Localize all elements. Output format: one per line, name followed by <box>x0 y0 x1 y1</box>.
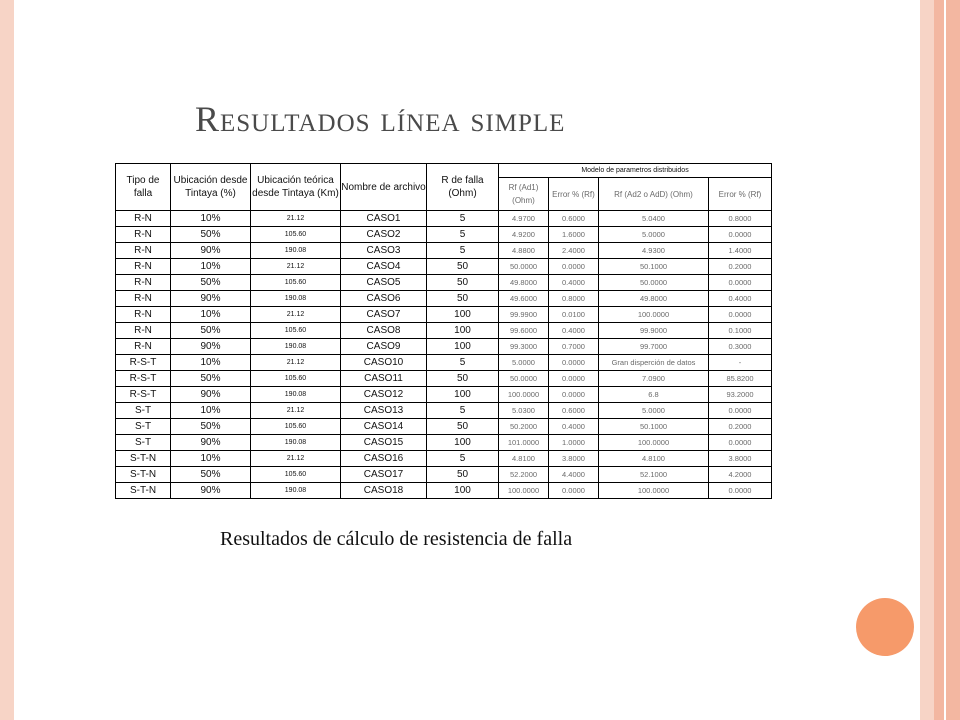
rf-ad2-cell: 5.0000 <box>599 227 709 243</box>
ubicacion-cell: 10% <box>171 259 251 275</box>
table-row <box>116 275 772 291</box>
rf-ad2-cell: 4.8100 <box>599 451 709 467</box>
ubicacion-teorica-cell: 105.60 <box>251 371 341 387</box>
tipo-cell: R-N <box>116 275 171 291</box>
ubicacion-cell: 50% <box>171 419 251 435</box>
table-row <box>116 291 772 307</box>
tipo-cell: R-N <box>116 227 171 243</box>
rf-ad1-cell: 50.0000 <box>499 371 549 387</box>
table-row <box>116 227 772 243</box>
tipo-cell: R-N <box>116 339 171 355</box>
error-1-cell: 0.0000 <box>549 259 599 275</box>
rf-ad2-cell: 5.0400 <box>599 211 709 227</box>
figure-caption: Resultados de cálculo de resistencia de falla <box>220 528 573 550</box>
r-falla-cell: 5 <box>427 211 499 227</box>
ubicacion-teorica-cell: 21.12 <box>251 403 341 419</box>
header-rf-ad2: Rf (Ad2 o AdD) (Ohm) <box>599 178 709 211</box>
results-table <box>115 163 772 499</box>
ubicacion-cell: 50% <box>171 371 251 387</box>
r-falla-cell: 100 <box>427 339 499 355</box>
header-error-2: Error % (Rf) <box>709 178 772 211</box>
error-1-cell: 1.0000 <box>549 435 599 451</box>
archivo-cell: CASO13 <box>341 403 427 419</box>
ubicacion-teorica-cell: 190.08 <box>251 339 341 355</box>
table-row <box>116 355 772 371</box>
ubicacion-cell: 90% <box>171 291 251 307</box>
ubicacion-cell: 10% <box>171 307 251 323</box>
ubicacion-teorica-cell: 190.08 <box>251 435 341 451</box>
archivo-cell: CASO5 <box>341 275 427 291</box>
rf-ad2-cell: 5.0000 <box>599 403 709 419</box>
rf-ad1-cell: 4.8100 <box>499 451 549 467</box>
ubicacion-cell: 10% <box>171 355 251 371</box>
rf-ad1-cell: 4.9200 <box>499 227 549 243</box>
rf-ad1-cell: 49.6000 <box>499 291 549 307</box>
archivo-cell: CASO14 <box>341 419 427 435</box>
tipo-cell: R-N <box>116 211 171 227</box>
archivo-cell: CASO16 <box>341 451 427 467</box>
error-1-cell: 0.0100 <box>549 307 599 323</box>
rf-ad2-cell: 52.1000 <box>599 467 709 483</box>
rf-ad2-cell: 100.0000 <box>599 435 709 451</box>
error-2-cell: 0.2000 <box>709 259 772 275</box>
header-archivo: Nombre de archivo <box>341 164 427 211</box>
r-falla-cell: 100 <box>427 323 499 339</box>
r-falla-cell: 5 <box>427 451 499 467</box>
error-1-cell: 0.6000 <box>549 211 599 227</box>
ubicacion-cell: 90% <box>171 339 251 355</box>
tipo-cell: R-N <box>116 291 171 307</box>
ubicacion-cell: 10% <box>171 403 251 419</box>
table-row <box>116 307 772 323</box>
tipo-cell: R-S-T <box>116 355 171 371</box>
error-2-cell: - <box>709 355 772 371</box>
tipo-cell: R-N <box>116 323 171 339</box>
rf-ad2-cell: 7.0900 <box>599 371 709 387</box>
rf-ad1-cell: 99.9900 <box>499 307 549 323</box>
ubicacion-cell: 50% <box>171 467 251 483</box>
r-falla-cell: 100 <box>427 307 499 323</box>
right-decorative-border-outer <box>934 0 960 720</box>
archivo-cell: CASO9 <box>341 339 427 355</box>
r-falla-cell: 50 <box>427 291 499 307</box>
archivo-cell: CASO10 <box>341 355 427 371</box>
tipo-cell: R-S-T <box>116 387 171 403</box>
ubicacion-teorica-cell: 105.60 <box>251 467 341 483</box>
error-2-cell: 0.0000 <box>709 403 772 419</box>
archivo-cell: CASO6 <box>341 291 427 307</box>
rf-ad2-cell: 6.8 <box>599 387 709 403</box>
ubicacion-cell: 90% <box>171 243 251 259</box>
ubicacion-cell: 10% <box>171 211 251 227</box>
ubicacion-teorica-cell: 21.12 <box>251 355 341 371</box>
ubicacion-teorica-cell: 105.60 <box>251 275 341 291</box>
ubicacion-teorica-cell: 105.60 <box>251 227 341 243</box>
tipo-cell: S-T <box>116 419 171 435</box>
tipo-cell: R-N <box>116 307 171 323</box>
rf-ad1-cell: 5.0000 <box>499 355 549 371</box>
rf-ad1-cell: 5.0300 <box>499 403 549 419</box>
archivo-cell: CASO8 <box>341 323 427 339</box>
header-row <box>116 164 772 178</box>
archivo-cell: CASO1 <box>341 211 427 227</box>
header-rf-ad1: Rf (Ad1) (Ohm) <box>499 178 549 211</box>
rf-ad1-cell: 101.0000 <box>499 435 549 451</box>
error-2-cell: 4.2000 <box>709 467 772 483</box>
error-1-cell: 0.0000 <box>549 371 599 387</box>
rf-ad1-cell: 100.0000 <box>499 387 549 403</box>
error-1-cell: 0.8000 <box>549 291 599 307</box>
rf-ad1-cell: 100.0000 <box>499 483 549 499</box>
error-1-cell: 3.8000 <box>549 451 599 467</box>
rf-ad2-cell: 99.7000 <box>599 339 709 355</box>
table-row <box>116 419 772 435</box>
header-ubicacion: Ubicación desde Tintaya (%) <box>171 164 251 211</box>
rf-ad1-cell: 4.9700 <box>499 211 549 227</box>
header-error-1: Error % (Rf) <box>549 178 599 211</box>
decorative-circle <box>856 598 914 656</box>
error-2-cell: 0.0000 <box>709 227 772 243</box>
archivo-cell: CASO18 <box>341 483 427 499</box>
rf-ad1-cell: 50.2000 <box>499 419 549 435</box>
archivo-cell: CASO11 <box>341 371 427 387</box>
error-2-cell: 0.2000 <box>709 419 772 435</box>
archivo-cell: CASO12 <box>341 387 427 403</box>
header-tipo: Tipo de falla <box>116 164 171 211</box>
tipo-cell: S-T <box>116 435 171 451</box>
table-row <box>116 323 772 339</box>
rf-ad1-cell: 50.0000 <box>499 259 549 275</box>
error-1-cell: 2.4000 <box>549 243 599 259</box>
rf-ad2-cell: 49.8000 <box>599 291 709 307</box>
ubicacion-teorica-cell: 105.60 <box>251 323 341 339</box>
table-row <box>116 467 772 483</box>
table-row <box>116 387 772 403</box>
r-falla-cell: 50 <box>427 275 499 291</box>
error-1-cell: 0.7000 <box>549 339 599 355</box>
r-falla-cell: 50 <box>427 371 499 387</box>
table-row <box>116 339 772 355</box>
rf-ad2-cell: 50.1000 <box>599 259 709 275</box>
header-ubicacion-teorica: Ubicación teórica desde Tintaya (Km) <box>251 164 341 211</box>
header-model-group: Modelo de parametros distribuidos <box>499 164 772 178</box>
ubicacion-cell: 50% <box>171 227 251 243</box>
error-1-cell: 0.6000 <box>549 403 599 419</box>
error-1-cell: 0.0000 <box>549 387 599 403</box>
archivo-cell: CASO3 <box>341 243 427 259</box>
r-falla-cell: 100 <box>427 483 499 499</box>
archivo-cell: CASO4 <box>341 259 427 275</box>
rf-ad2-cell: 100.0000 <box>599 307 709 323</box>
table-row <box>116 483 772 499</box>
right-border-divider <box>944 0 946 720</box>
rf-ad1-cell: 52.2000 <box>499 467 549 483</box>
error-2-cell: 0.1000 <box>709 323 772 339</box>
ubicacion-teorica-cell: 190.08 <box>251 291 341 307</box>
error-1-cell: 0.0000 <box>549 355 599 371</box>
ubicacion-teorica-cell: 190.08 <box>251 243 341 259</box>
rf-ad1-cell: 99.6000 <box>499 323 549 339</box>
tipo-cell: R-S-T <box>116 371 171 387</box>
ubicacion-teorica-cell: 21.12 <box>251 307 341 323</box>
error-1-cell: 1.6000 <box>549 227 599 243</box>
archivo-cell: CASO2 <box>341 227 427 243</box>
tipo-cell: S-T <box>116 403 171 419</box>
slide-title: Resultados línea simple <box>195 99 566 139</box>
r-falla-cell: 5 <box>427 355 499 371</box>
r-falla-cell: 5 <box>427 243 499 259</box>
ubicacion-teorica-cell: 21.12 <box>251 451 341 467</box>
error-2-cell: 85.8200 <box>709 371 772 387</box>
error-1-cell: 0.4000 <box>549 275 599 291</box>
rf-ad2-cell: 50.1000 <box>599 419 709 435</box>
archivo-cell: CASO7 <box>341 307 427 323</box>
rf-ad2-cell: 50.0000 <box>599 275 709 291</box>
ubicacion-teorica-cell: 190.08 <box>251 483 341 499</box>
r-falla-cell: 100 <box>427 387 499 403</box>
error-2-cell: 0.0000 <box>709 483 772 499</box>
error-2-cell: 93.2000 <box>709 387 772 403</box>
table-row <box>116 371 772 387</box>
table-row <box>116 435 772 451</box>
tipo-cell: S-T-N <box>116 467 171 483</box>
ubicacion-cell: 90% <box>171 435 251 451</box>
table-row <box>116 403 772 419</box>
ubicacion-cell: 50% <box>171 323 251 339</box>
error-1-cell: 0.0000 <box>549 483 599 499</box>
error-1-cell: 4.4000 <box>549 467 599 483</box>
r-falla-cell: 5 <box>427 403 499 419</box>
ubicacion-teorica-cell: 21.12 <box>251 211 341 227</box>
r-falla-cell: 5 <box>427 227 499 243</box>
ubicacion-teorica-cell: 105.60 <box>251 419 341 435</box>
tipo-cell: R-N <box>116 243 171 259</box>
tipo-cell: S-T-N <box>116 451 171 467</box>
rf-ad1-cell: 49.8000 <box>499 275 549 291</box>
right-decorative-border <box>920 0 934 720</box>
error-2-cell: 0.3000 <box>709 339 772 355</box>
table-row <box>116 259 772 275</box>
ubicacion-cell: 90% <box>171 483 251 499</box>
archivo-cell: CASO17 <box>341 467 427 483</box>
rf-ad1-cell: 99.3000 <box>499 339 549 355</box>
table-row <box>116 451 772 467</box>
error-1-cell: 0.4000 <box>549 323 599 339</box>
error-2-cell: 0.8000 <box>709 211 772 227</box>
ubicacion-teorica-cell: 21.12 <box>251 259 341 275</box>
error-2-cell: 3.8000 <box>709 451 772 467</box>
error-2-cell: 0.0000 <box>709 435 772 451</box>
header-r-falla: R de falla (Ohm) <box>427 164 499 211</box>
error-2-cell: 0.0000 <box>709 307 772 323</box>
table-row <box>116 243 772 259</box>
error-2-cell: 0.0000 <box>709 275 772 291</box>
error-2-cell: 1.4000 <box>709 243 772 259</box>
r-falla-cell: 50 <box>427 467 499 483</box>
rf-ad2-cell: 100.0000 <box>599 483 709 499</box>
error-2-cell: 0.4000 <box>709 291 772 307</box>
ubicacion-cell: 10% <box>171 451 251 467</box>
left-decorative-border <box>0 0 14 720</box>
ubicacion-teorica-cell: 190.08 <box>251 387 341 403</box>
ubicacion-cell: 90% <box>171 387 251 403</box>
r-falla-cell: 50 <box>427 419 499 435</box>
rf-ad2-cell: 99.9000 <box>599 323 709 339</box>
r-falla-cell: 100 <box>427 435 499 451</box>
archivo-cell: CASO15 <box>341 435 427 451</box>
table-row <box>116 211 772 227</box>
error-1-cell: 0.4000 <box>549 419 599 435</box>
r-falla-cell: 50 <box>427 259 499 275</box>
rf-ad2-cell: 4.9300 <box>599 243 709 259</box>
tipo-cell: R-N <box>116 259 171 275</box>
rf-ad2-cell: Gran disperción de datos <box>599 355 709 371</box>
tipo-cell: S-T-N <box>116 483 171 499</box>
ubicacion-cell: 50% <box>171 275 251 291</box>
rf-ad1-cell: 4.8800 <box>499 243 549 259</box>
